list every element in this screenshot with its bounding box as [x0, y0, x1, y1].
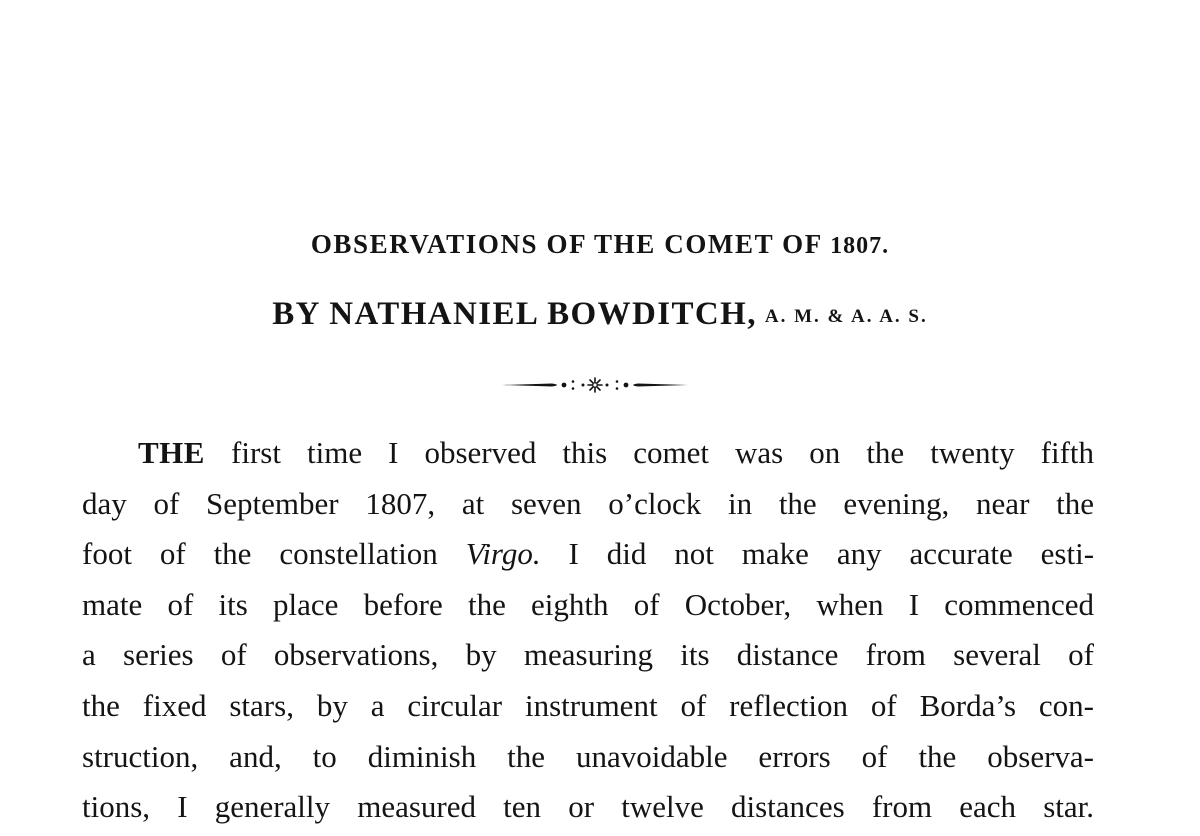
page-title — [0, 226, 1200, 264]
text-line: the fixed stars, by a circular instrument of reflection of Borda’s con- — [82, 687, 1094, 723]
line-text: first time I observed this comet was on the twenty fifth — [231, 435, 1095, 470]
text-line: day of September 1807, at seven o’clock in the evening, near the — [82, 485, 1094, 521]
text-line: a series of observations, by measuring its distance from several of — [82, 637, 1094, 673]
text-line: mate of its place before the eighth of October, when I commenced — [82, 586, 1094, 622]
text-line — [82, 428, 1094, 479]
text-line — [82, 529, 1094, 580]
line-text: I did not make any accurate esti- — [568, 536, 1095, 572]
constellation-name: Virgo. — [465, 536, 541, 572]
text-line: struction, and, to diminish the unavoidable errors of the observa- — [82, 738, 1094, 774]
body-paragraph — [82, 428, 1094, 833]
fleuron-rule-icon — [500, 374, 690, 396]
title-text: OBSERVATIONS OF THE COMET OF — [310, 229, 822, 259]
lead-word: THE — [138, 435, 205, 470]
author-byline — [0, 292, 1200, 341]
line-text: foot of the constellation — [82, 536, 438, 572]
text-line: tions, I generally measured ten or twelve distances from each star. — [82, 789, 1094, 825]
author-degrees: A. M. & A. A. S. — [764, 306, 928, 327]
title-year: 1807. — [830, 233, 890, 259]
author-name: BY NATHANIEL BOWDITCH, — [272, 296, 757, 332]
